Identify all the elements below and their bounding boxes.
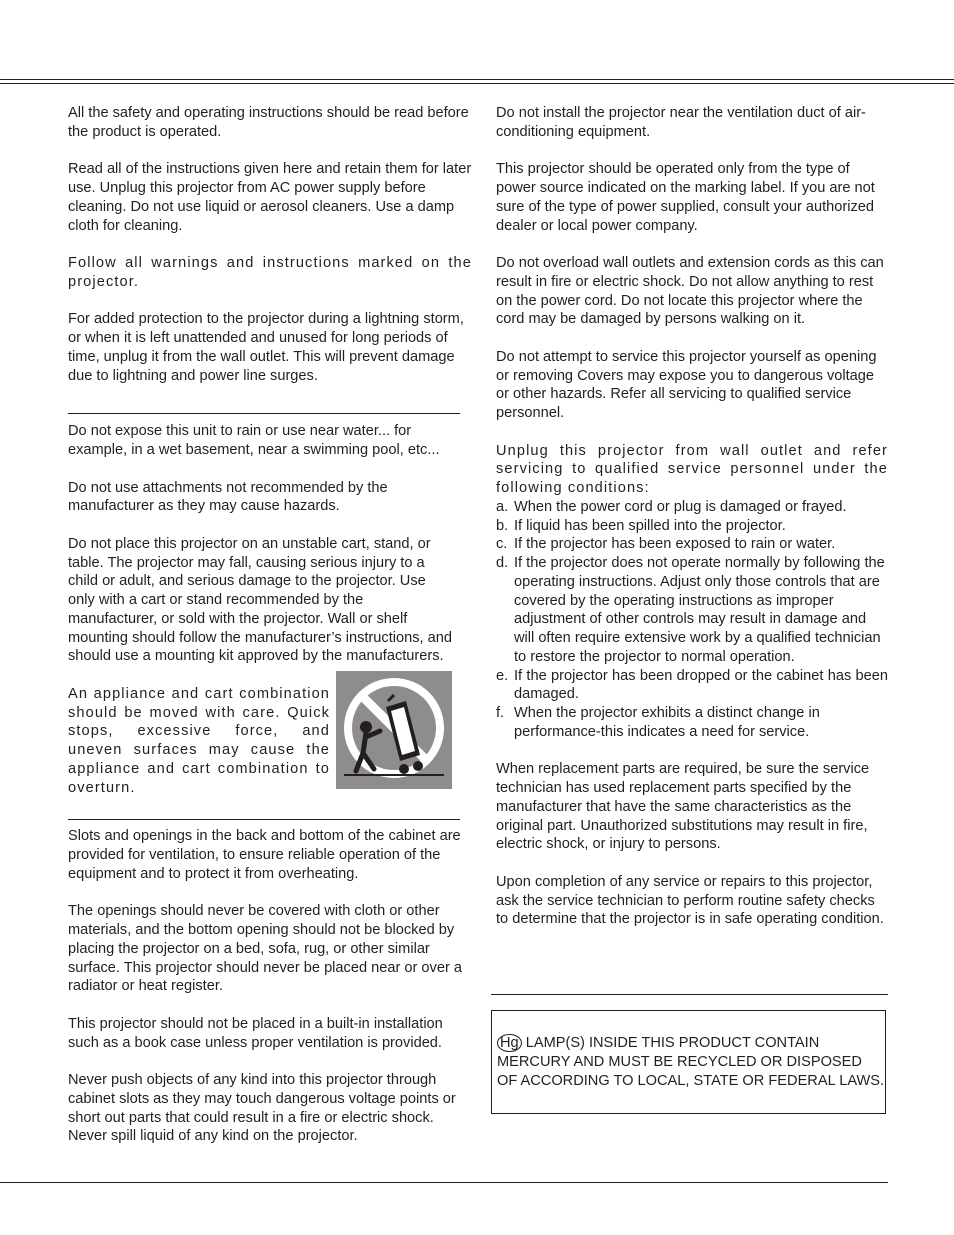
list-item (496, 535, 888, 554)
list-item (496, 704, 888, 742)
right-column (496, 104, 888, 929)
general-paragraph: Follow all warnings and instructions marked on the projector. (68, 255, 472, 290)
list-item-text: If the projector has been dropped or the cabinet has been damaged. (514, 667, 888, 703)
general-paragraph: For added protection to the projector during a lightning storm, or when it is left unattended and unused for long periods of time, unplug it from the wall outlet. This will prevent damage due to lightning and power line surges. (68, 311, 464, 384)
service-intro-paragraph: Unplug this projector from wall outlet and refer servicing to qualified service personnel under the following conditions: (496, 442, 888, 496)
list-item-label: c. (496, 536, 508, 553)
mercury-notice-box (491, 1010, 886, 1114)
left-column (68, 104, 472, 1146)
service-conditions-list (496, 498, 888, 742)
location-paragraph: Do not place this projector on an unstable cart, stand, or table. The projector may fall, causing serious injury to a child or adult, and serious damage to the projector. Use only with a cart or stand recommended by the manufacturer, or sold with the projector. Wall or shelf mounting should follow the manufacturer’s instructions, and should use a mounting kit approved by the manufacturers. (68, 535, 452, 665)
general-paragraph: All the safety and operating instructions should be read before the product is operated. (68, 105, 469, 140)
list-item-text: When the projector exhibits a distinct change in performance-this indicates a need for service. (514, 705, 820, 740)
section-divider (68, 413, 460, 414)
ventilation-paragraph: This projector should not be placed in a built-in installation such as a book case unless proper ventilation is provided. (68, 1015, 443, 1051)
list-item-text: If the projector does not operate normally by following the operating instructions. Adjust only those controls that are covered by the operating instructions as improper adjustment of other controls may result in damage and will often require extensive work by a qualified technician to restore the projector to normal operation. (514, 555, 885, 665)
list-item-text: When the power cord or plug is damaged or frayed. (514, 498, 847, 515)
list-item (496, 667, 888, 705)
section-divider (68, 819, 460, 820)
power-paragraph: Do not overload wall outlets and extension cords as this can result in fire or electric shock. Do not allow anything to rest on the power cord. Do not locate this projector where the cord may be damaged by persons walking on it. (496, 255, 884, 328)
list-item-label: d. (496, 555, 509, 571)
cart-warning-block (68, 685, 472, 798)
cart-warning-text: An appliance and cart combination should be moved with care. Quick stops, excessive force, and uneven surfaces may cause the appliance and cart combination to overturn. (68, 685, 330, 796)
ventilation-paragraph: The openings should never be covered with cloth or other materials, and the bottom opening should not be blocked by placing the projector on a bed, sofa, rug, or other similar surface. This projector should never be placed near or over a radiator or heat register. (68, 903, 462, 995)
replacement-parts-paragraph: When replacement parts are required, be sure the service technician has used replacement parts specified by the manufacturer that have the same characteristics as the original part. Unauthorized substitutions may result in fire, electric shock, or injury to persons. (496, 761, 870, 853)
list-item (496, 517, 888, 536)
list-item-label: a. (496, 498, 509, 515)
list-item-label: f. (496, 705, 505, 721)
list-item (496, 498, 888, 517)
safety-check-paragraph: Upon completion of any service or repairs to this projector, ask the service technician to perform routine safety checks to determine that the projector is in safe operating condition. (496, 873, 884, 928)
power-paragraph: Do not install the projector near the ventilation duct of air-conditioning equipment. (496, 105, 866, 140)
power-paragraph: This projector should be operated only from the type of power source indicated on the marking label. If you are not sure of the type of power supplied, consult your authorized dealer or local power company. (496, 161, 875, 234)
ventilation-paragraph: Slots and openings in the back and bottom of the cabinet are provided for ventilation, to ensure reliable operation of the equipment and to protect it from overheating. (68, 828, 461, 882)
general-paragraph: Read all of the instructions given here and retain them for later use. Unplug this projector from AC power supply before cleaning. Do not use liquid or aerosol cleaners. Use a damp cloth for cleaning. (68, 161, 472, 234)
location-paragraph: Do not expose this unit to rain or use near water... for example, in a wet basement, near a swimming pool, etc... (68, 423, 440, 458)
location-paragraph: Do not use attachments not recommended by the manufacturer as they may cause hazards. (68, 479, 388, 515)
mercury-notice-text: LAMP(S) INSIDE THIS PRODUCT CONTAIN MERCURY AND MUST BE RECYCLED OR DISPOSED OF ACCORDING TO LOCAL, STATE OR FEDERAL LAWS. (497, 1035, 885, 1089)
mercury-hg-symbol: Hg (497, 1034, 522, 1052)
section-divider (491, 994, 888, 995)
header-rule-top (0, 79, 954, 80)
footer-rule (0, 1182, 888, 1183)
list-item-label: e. (496, 667, 509, 684)
list-item-text: If liquid has been spilled into the projector. (514, 517, 786, 534)
list-item (496, 554, 888, 667)
list-item-label: b. (496, 517, 509, 534)
power-paragraph: Do not attempt to service this projector yourself as opening or removing Covers may expose you to dangerous voltage or other hazards. Refer all servicing to qualified service personnel. (496, 348, 877, 421)
header-rule-bottom (0, 83, 954, 84)
ventilation-paragraph: Never push objects of any kind into this projector through cabinet slots as they may touch dangerous voltage points or short out parts that could result in a fire or electric shock. Never spill liquid of any kind on the projector. (68, 1072, 456, 1145)
cart-tipover-warning-icon (336, 671, 452, 789)
list-item-text: If the projector has been exposed to rain or water. (514, 536, 836, 553)
